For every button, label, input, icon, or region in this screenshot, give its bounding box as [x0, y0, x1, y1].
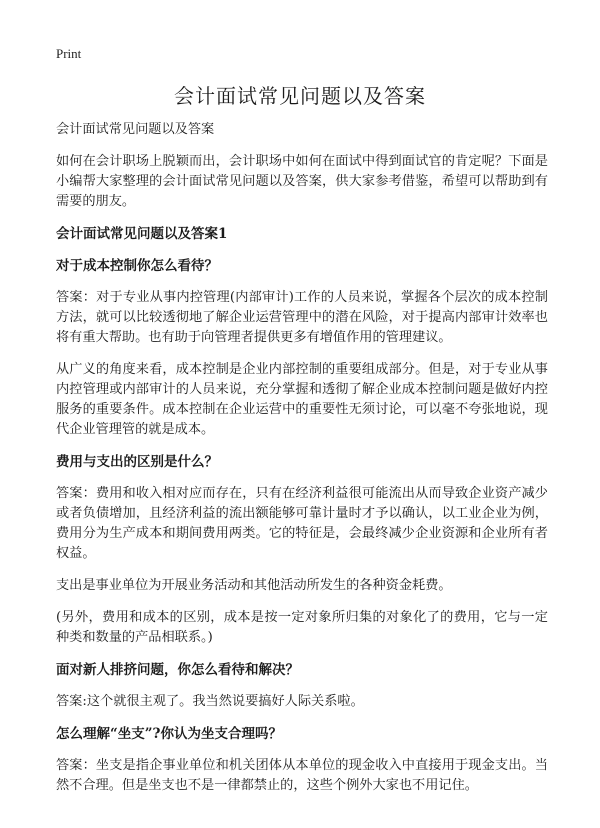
question-heading-expense-vs-expenditure: 费用与支出的区别是什么？ [56, 454, 218, 470]
intro-paragraph: 如何在会计职场上脱颖而出，会计职场中如何在面试中得到面试官的肯定呢？下面是小编帮大家整理的会计面试常见问题以及答案，供大家参考借鉴，希望可以帮助到有需要的朋友。 [56, 154, 548, 209]
answer-paragraph: 从广义的角度来看，成本控制是企业内部控制的重要组成部分。但是，对于专业从事内控管理或内部审计的人员来说，充分掌握和透彻了解企业成本控制问题是做好内控服务的重要条件。成本控制在企业运营中的重要性无须讨论，可以毫不夸张地说，现代企业管理管的就是成本。 [56, 362, 548, 437]
answer-paragraph: 答案：坐支是指企事业单位和机关团体从本单位的现金收入中直接用于现金支出。当然不合理。但是坐支也不是一律都禁止的，这些个例外大家也不用记住。 [56, 758, 548, 793]
answer-paragraph: 答案:这个就很主观了。我当然说要搞好人际关系啦。 [56, 694, 364, 709]
answer-paragraph: 支出是事业单位为开展业务活动和其他活动所发生的各种资金耗费。 [56, 578, 452, 593]
section-heading: 会计面试常见问题以及答案1 [56, 226, 228, 242]
article-subtitle: 会计面试常见问题以及答案 [56, 122, 215, 137]
question-heading-newcomer-exclusion: 面对新人排挤问题，你怎么看待和解决？ [56, 662, 299, 678]
answer-paragraph: (另外，费用和成本的区别，成本是按一定对象所归集的对象化了的费用，它与一定种类和数量的产品相联系。) [56, 610, 548, 645]
question-heading-cost-control: 对于成本控制你怎么看待？ [56, 258, 218, 274]
print-label: Print [56, 46, 82, 61]
page-title: 会计面试常见问题以及答案 [174, 84, 426, 108]
article-body [56, 120, 548, 808]
answer-paragraph: 答案：对于专业从事内控管理(内部审计)工作的人员来说，掌握各个层次的成本控制方法，就可以比较透彻地了解企业运营管理中的潜在风险，对于提高内部审计效率也将有重大帮助。也有助于向管理者提供更多有增值作用的管理建议。 [56, 290, 548, 345]
answer-paragraph: 答案：费用和收入相对应而存在，只有在经济利益很可能流出从而导致企业资产减少或者负债增加，且经济利益的流出额能够可靠计量时才予以确认，以工业企业为例，费用分为生产成本和期间费用两类。它的特征是，会最终减少企业资源和企业所有者权益。 [56, 486, 548, 561]
question-heading-zuozhi: 怎么理解“坐支”?你认为坐支合理吗？ [56, 726, 282, 742]
